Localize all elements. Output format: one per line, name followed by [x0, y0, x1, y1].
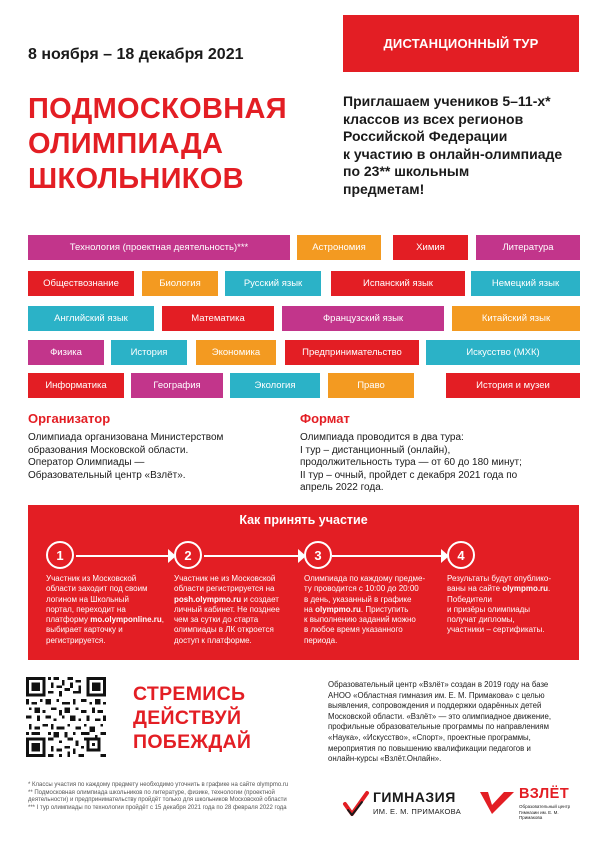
about-line: выявления, сопровождения и поддержки одарённых детей [328, 701, 542, 711]
title-line: ШКОЛЬНИКОВ [28, 163, 244, 195]
gymnasium-logo-subtitle: ИМ. Е. М. ПРИМАКОВА [373, 807, 461, 816]
format-line: I тур – дистанционный (онлайн), [300, 444, 451, 456]
gymnasium-logo-name: ГИМНАЗИЯ [373, 789, 456, 805]
subject-tag: История и музеи [446, 373, 580, 398]
step-line: личный кабинет. Не позднее [174, 604, 280, 614]
step-line: Результаты будут опублико- [447, 574, 551, 583]
step-line: портал, переходит на [46, 604, 126, 614]
step-line: области регистрируется на [174, 584, 275, 594]
organizer-line: Образовательный центр «Взлёт». [28, 469, 186, 481]
subject-tag: Китайский язык [452, 306, 580, 331]
step-line: доступ к платформе. [174, 635, 252, 645]
step-line: области заходит под своим [46, 584, 148, 594]
organizer-text [28, 432, 283, 482]
vzlet-logo-name: ВЗЛЁТ [519, 786, 570, 802]
step-line: к выполнению заданий можно [304, 615, 416, 625]
format-text [300, 432, 585, 495]
step-line: на olympmo.ru. Приступить [304, 604, 409, 614]
subject-tag: Русский язык [225, 271, 321, 296]
step-line: получат дипломы, [447, 615, 515, 625]
step-line: Участник из Московской [46, 574, 137, 583]
invite-line: к участию в онлайн-олимпиаде [343, 145, 563, 162]
step-line: в день, указанный в графике [304, 594, 412, 604]
subject-tag: Экология [230, 373, 320, 398]
footnote-line: *** I тур олимпиады по технологии пройдёт с 15 декабря 2021 года по 28 февраля 2022 года [28, 804, 287, 811]
step-connector [332, 555, 447, 557]
format-heading: Формат [300, 411, 350, 426]
about-text [328, 680, 583, 765]
step-line: платформу mo.olymponline.ru, [46, 615, 165, 625]
step-line: участники – сертификаты. [447, 625, 545, 635]
subject-tag: Физика [28, 340, 104, 365]
invite-line: предметам! [343, 180, 425, 197]
step-line: Победители [447, 594, 492, 604]
results-link[interactable]: olympmo.ru [502, 584, 549, 594]
step-line: олимпиады в ЛК откроется [174, 625, 274, 635]
subject-tag: Французский язык [282, 306, 444, 331]
step-line: Участник не из Московской [174, 574, 276, 583]
subject-tag: Экономика [196, 340, 276, 365]
step-connector [204, 555, 304, 557]
subject-tag: Искусство (МХК) [426, 340, 580, 365]
footnotes [28, 782, 328, 812]
format-line: продолжительность тура — от 60 до 180 минут; [300, 457, 522, 468]
subject-tag: Технология (проектная деятельность)*** [28, 235, 290, 260]
about-line: Образовательный центр «Взлёт» создан в 2019 году на базе [328, 680, 549, 689]
organizer-line: образования Московской области. [28, 444, 189, 456]
invite-line: Приглашаем учеников 5–11-х* [343, 93, 551, 109]
event-dates: 8 ноября – 18 декабря 2021 [28, 46, 244, 63]
step-line: в любое время указанного [304, 625, 403, 635]
step-1-text [46, 574, 166, 646]
step-line: выбирает карточку и [46, 625, 123, 635]
subject-tag: История [111, 340, 187, 365]
subject-tag: Математика [162, 306, 274, 331]
motto-line: СТРЕМИСЬ [133, 683, 246, 705]
title-line: ОЛИМПИАДА [28, 128, 224, 160]
motto [133, 682, 251, 754]
registration-link[interactable]: posh.olympmo.ru [174, 594, 242, 604]
step-line: регистрируется. [46, 635, 106, 645]
step-2-text [174, 574, 294, 646]
invitation-text [343, 93, 583, 198]
about-line: онлайн-курсы «Взлёт.Онлайн». [328, 754, 442, 764]
step-line: чем за сутки до старта [174, 615, 259, 625]
vzlet-logo-icon [478, 790, 516, 821]
step-line: логином на Школьный [46, 594, 129, 604]
invite-line: Российской Федерации [343, 128, 508, 144]
step-line: и призёры олимпиады [447, 604, 531, 614]
about-line: АНОО «Областная гимназия им. Е. М. Примакова» с целью [328, 690, 545, 700]
schedule-link[interactable]: olympmo.ru [315, 604, 361, 614]
step-number: 2 [174, 541, 202, 569]
step-number: 4 [447, 541, 475, 569]
subject-tag: Химия [393, 235, 468, 260]
subject-tag: Испанский язык [331, 271, 465, 296]
step-line: Олимпиада по каждому предме- [304, 574, 426, 583]
qr-code-icon[interactable] [26, 677, 106, 757]
step-number: 3 [304, 541, 332, 569]
step-line: периода. [304, 635, 338, 645]
step-3-text [304, 574, 432, 646]
subject-tag: Литература [476, 235, 580, 260]
step-line: ту проводится с 10:00 до 20:00 [304, 584, 419, 594]
footnote-line: ** Подмосковная олимпиада школьников по литературе, физике, технологии (проектной [28, 789, 275, 796]
invite-line: классов из всех регионов [343, 110, 524, 127]
about-line: мероприятия по повышению квалификации педагогов и [328, 743, 531, 753]
step-connector [76, 555, 174, 557]
about-line: профильные образовательные программы по направлениям [328, 722, 549, 732]
subject-tag: Английский язык [28, 306, 154, 331]
subject-tag: Обществознание [28, 271, 134, 296]
gymnasium-logo-icon [342, 790, 370, 823]
how-title: Как принять участие [239, 513, 368, 527]
subject-tag: Предпринимательство [285, 340, 419, 365]
step-line: posh.olympmo.ru и создает [174, 594, 279, 604]
organizer-line: Олимпиада организована Министерством [28, 432, 224, 443]
footnote-line: деятельности) и предпринимательству пройдёт только для школьников Московской области [28, 797, 287, 804]
subject-tag: Немецкий язык [471, 271, 580, 296]
about-line: «Наука», «Искусство», «Спорт», проектные программы, [328, 732, 531, 742]
subject-tag: Биология [142, 271, 218, 296]
main-title [28, 92, 348, 197]
platform-link[interactable]: mo.olymponline.ru [90, 615, 162, 625]
title-line: ПОДМОСКОВНАЯ [28, 93, 287, 125]
subject-tag: Астрономия [297, 235, 381, 260]
step-4-text [447, 574, 567, 636]
tour-badge: ДИСТАНЦИОННЫЙ ТУР [343, 15, 579, 72]
organizer-line: Оператор Олимпиады — [28, 457, 145, 468]
invite-line: по 23** школьным [343, 163, 470, 179]
format-line: апрель 2022 года. [300, 482, 384, 493]
format-line: Олимпиада проводится в два тура: [300, 432, 464, 443]
motto-line: ДЕЙСТВУЙ [133, 707, 242, 729]
subject-tag: География [131, 373, 223, 398]
motto-line: ПОБЕЖДАЙ [133, 731, 252, 753]
subject-tag: Информатика [28, 373, 124, 398]
about-line: Московской области. «Взлёт» — это олимпиадное движение, [328, 711, 551, 721]
format-line: II тур – очный, пройдет с декабря 2021 года по [300, 469, 518, 481]
step-line: ваны на сайте olympmo.ru. [447, 584, 551, 594]
vzlet-logo-subtitle: Образовательный центр Гимназии им. Е. М. Примакова [519, 804, 571, 820]
footnote-line: * Классы участия по каждому предмету необходимо уточнить в графике на сайте olympmo.ru [28, 782, 289, 788]
step-number: 1 [46, 541, 74, 569]
organizer-heading: Организатор [28, 411, 111, 426]
subject-tag: Право [328, 373, 414, 398]
